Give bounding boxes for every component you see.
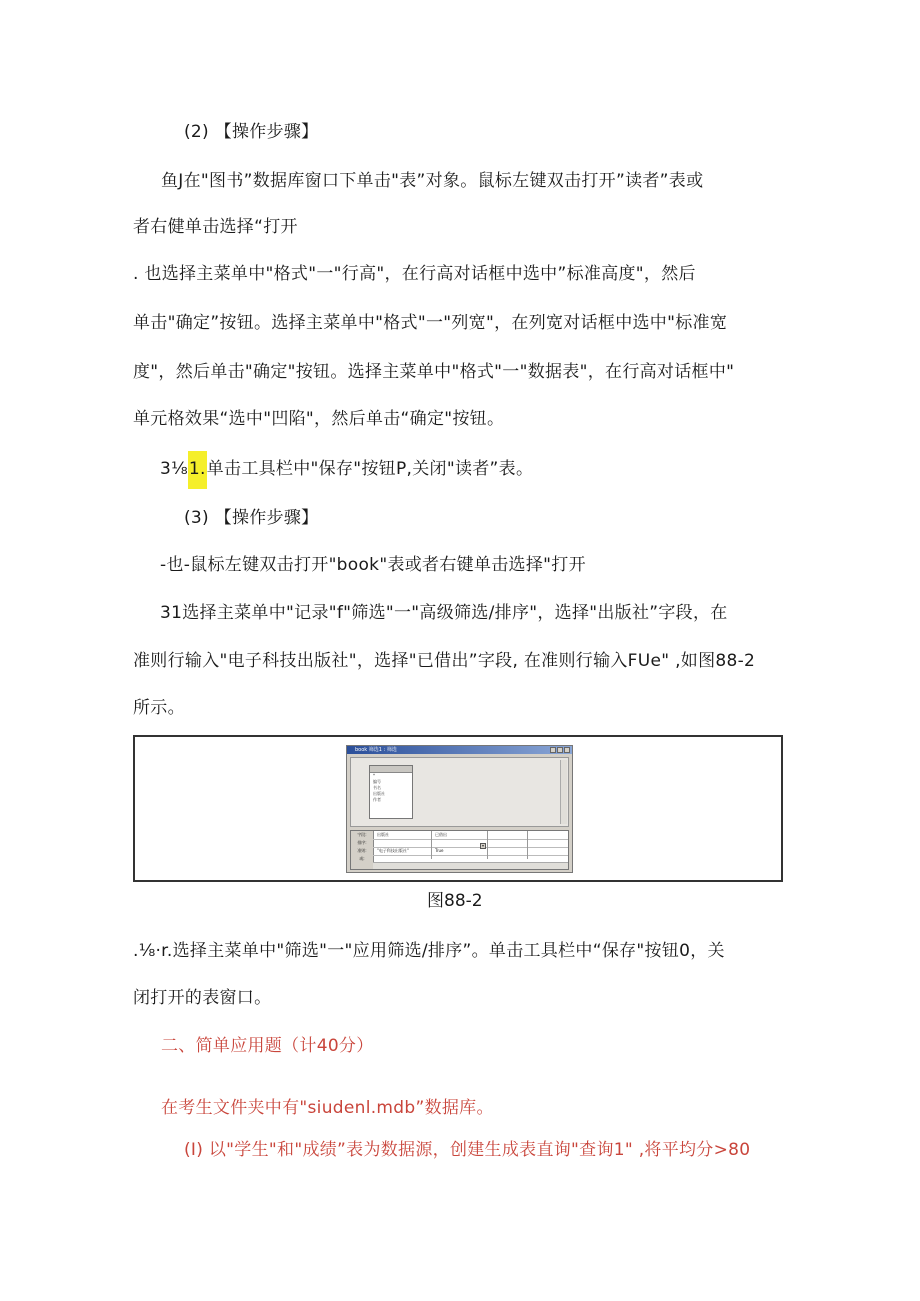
criteria-cell[interactable]: "电子科技出版社" [377, 848, 409, 853]
field-list-item[interactable]: 出版社 [373, 791, 385, 796]
paragraph-line-highlighted [160, 457, 533, 481]
question-line: (I) 以"学生"和"成绩”表为数据源，创建生成表直询"查询1" ,将平均分>80 [184, 1140, 751, 1160]
step-heading-2: (2) 【操作步骤】 [184, 122, 319, 142]
paragraph-line: 31选择主菜单中"记录"f"筛选"一"高级筛选/排序"，选择"出版社”字段，在 [160, 603, 728, 623]
section-heading: 二、简单应用题（计40分） [161, 1036, 374, 1056]
paragraph-line: 单元格效果“选中"凹陷"，然后单击“确定"按钮。 [133, 409, 505, 429]
criteria-cell[interactable]: True [435, 848, 444, 853]
dropdown-arrow-icon[interactable]: ▾ [481, 843, 484, 848]
paragraph-line: -也-鼠标左键双击打开"book"表或者右键单击选择"打开 [160, 555, 586, 575]
row-label: 排序: [357, 840, 367, 845]
table-pane [350, 757, 569, 827]
field-list-item[interactable]: * [373, 773, 375, 778]
field-list-title [370, 766, 412, 773]
paragraph-line: 度"，然后单击"确定"按钮。选择主菜单中"格式"一"数据表"，在行高对话框中" [133, 362, 735, 382]
paragraph-line: 闭打开的表窗口。 [133, 988, 272, 1008]
line-prefix: 3⅛ [160, 459, 188, 479]
field-list-item[interactable]: 书名 [373, 785, 381, 790]
figure-frame [133, 735, 783, 882]
row-label: 或: [359, 856, 365, 861]
grid-column-divider [487, 831, 488, 859]
field-cell[interactable]: 出版社 [377, 832, 389, 837]
paragraph-line: 鱼J在"图书”数据库窗口下单击"表”对象。鼠标左键双击打开”读者”表或 [161, 171, 704, 191]
design-grid [350, 830, 569, 870]
field-list-item[interactable]: 作者 [373, 797, 381, 802]
line-rest: 单击工具栏中"保存"按钮P,关闭"读者”表。 [206, 459, 534, 479]
field-cell[interactable]: 已借出 [435, 832, 447, 837]
field-list-item[interactable]: 编号 [373, 779, 381, 784]
window-title-bar [347, 746, 572, 754]
minimize-icon[interactable] [550, 747, 556, 753]
paragraph-line: 单击"确定”按钮。选择主菜单中"格式"一"列宽"，在列宽对话框中选中"标准宽 [133, 313, 728, 333]
row-label: 字段: [357, 832, 367, 837]
horizontal-scrollbar[interactable] [373, 862, 568, 869]
paragraph-line: 者右健单击选择“打开 [133, 217, 298, 237]
window-title: book 筛选1 : 筛选 [355, 747, 397, 753]
filter-window [346, 745, 573, 873]
close-icon[interactable] [564, 747, 570, 753]
paragraph-line: 在考生文件夹中有"siudenl.mdb”数据库。 [161, 1098, 494, 1118]
grid-column-divider [527, 831, 528, 859]
figure-caption: 图88-2 [427, 891, 483, 911]
field-list [369, 765, 413, 819]
maximize-icon[interactable] [557, 747, 563, 753]
row-labels [351, 831, 374, 869]
vertical-scrollbar[interactable] [560, 760, 567, 824]
highlight-mark: 1. [188, 451, 207, 489]
step-heading-3: (3) 【操作步骤】 [184, 508, 319, 528]
row-label: 准则: [357, 848, 367, 853]
paragraph-line: .⅛·r.选择主菜单中"筛选"一"应用筛选/排序”。单击工具栏中“保存"按钮0，关 [133, 941, 725, 961]
paragraph-line: 所示。 [133, 698, 185, 718]
paragraph-line: . 也选择主菜单中"格式"一"行高"，在行高对话框中选中”标准高度"，然后 [133, 264, 696, 284]
paragraph-line: 准则行输入"电子科技出版社"，选择"已借出”字段, 在准则行输入FUe" ,如图88-2 [133, 651, 756, 671]
grid-column-divider [431, 831, 432, 859]
